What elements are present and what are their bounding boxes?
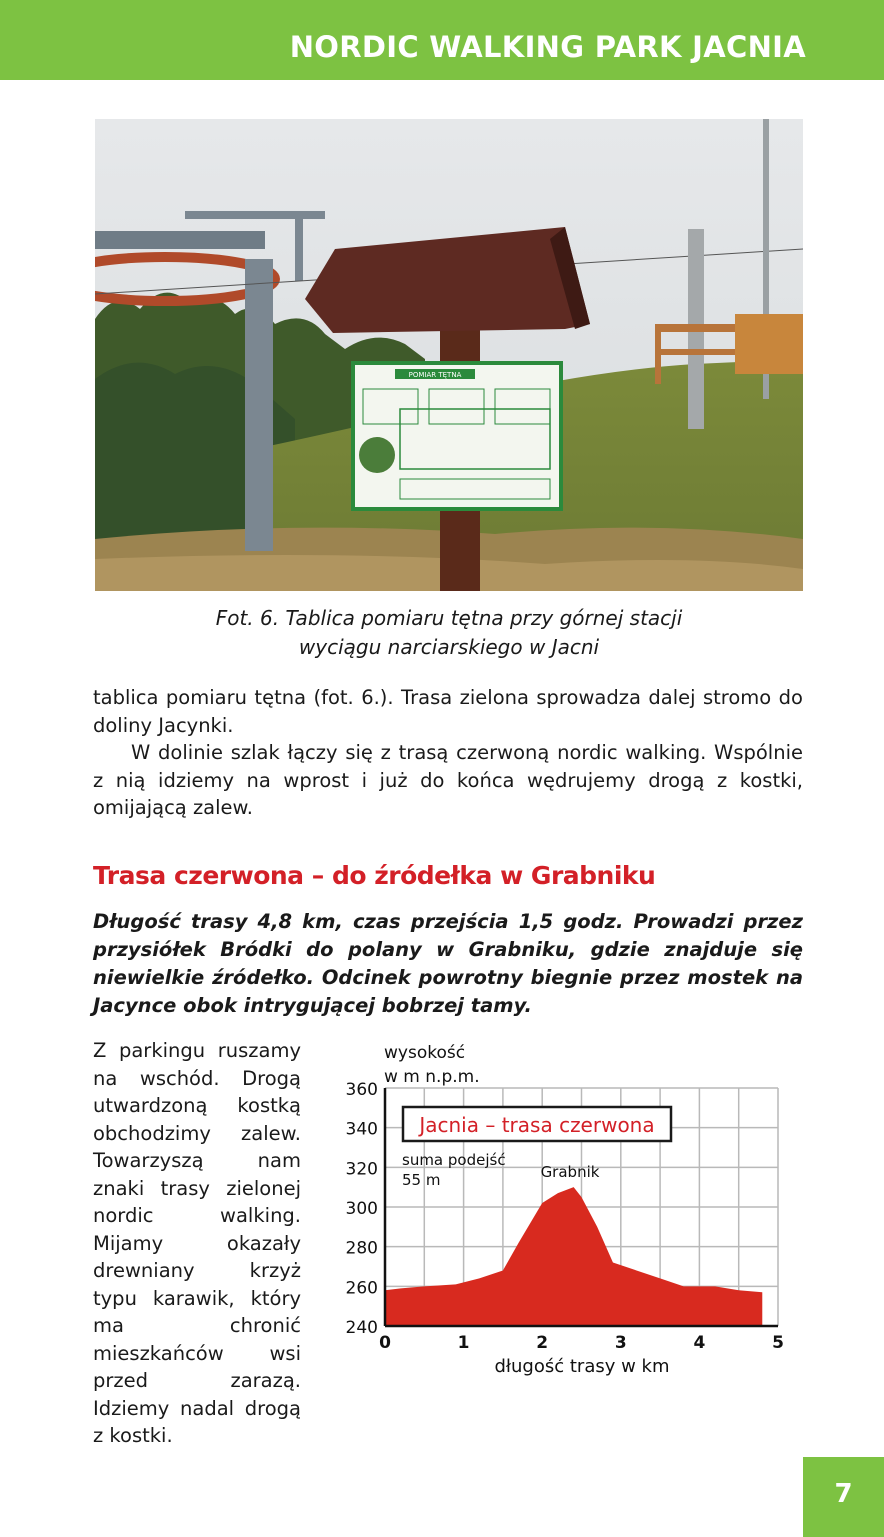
elevation-chart — [316, 1032, 806, 1392]
page-number-box — [803, 1457, 884, 1537]
x-tick-label: 0 — [379, 1333, 391, 1353]
chart-title: Jacnia – trasa czerwona — [419, 1113, 655, 1137]
peak-label: Grabnik — [540, 1163, 600, 1181]
chart-ylabel-line2: w m n.p.m. — [384, 1067, 480, 1087]
section-intro: Długość trasy 4,8 km, czas przejścia 1,5 godz. Prowadzi przez przysiółek Bródki do polany w Grabniku, gdzie znajduje się niewielkie źródełko. Odcinek powrotny biegnie przez mostek na Jacynce obok intrygującej bobrzej tamy. — [93, 910, 803, 1017]
photo-caption — [95, 604, 803, 662]
route-description: Z parkingu ruszamy na wschód. Drogą utwardzoną kostką obchodzimy zalew. Towarzyszą nam znaki trasy zielonej nordic walking. Mijamy okazały drewniany krzyż typu karawik, który ma chronić mieszkańców wsi przed zarazą. Idziemy nadal drogą z kostki. — [93, 1039, 301, 1447]
page-number: 7 — [834, 1479, 853, 1509]
elevation-profile-area — [385, 1187, 762, 1326]
photo-heart-rate-board — [95, 119, 803, 591]
chart-ylabel-line1: wysokość — [384, 1043, 466, 1063]
x-tick-label: 4 — [693, 1333, 706, 1353]
y-tick-label: 320 — [345, 1159, 378, 1180]
y-tick-label: 280 — [345, 1238, 378, 1259]
y-tick-label: 260 — [345, 1278, 378, 1299]
caption-line-1: Fot. 6. Tablica pomiaru tętna przy górnej stacji — [215, 606, 683, 630]
section-title: Trasa czerwona – do źródełka w Grabniku — [93, 861, 656, 890]
sign-title: POMIAR TĘTNA — [408, 371, 462, 379]
x-tick-label: 5 — [772, 1333, 784, 1353]
ascent-label-line2: 55 m — [402, 1171, 441, 1189]
y-tick-label: 360 — [345, 1080, 378, 1100]
ascent-label-line1: suma podejść — [402, 1151, 506, 1169]
page-header — [0, 0, 884, 80]
y-tick-label: 300 — [345, 1199, 378, 1219]
x-tick-label: 2 — [536, 1333, 549, 1353]
header-title: NORDIC WALKING PARK JACNIA — [289, 30, 806, 64]
y-tick-label: 240 — [345, 1318, 378, 1338]
x-tick-label: 3 — [614, 1333, 627, 1353]
body-paragraph-1: tablica pomiaru tętna (fot. 6.). Trasa zielona sprowadza dalej stromo do doliny Jacynki. — [93, 686, 803, 737]
body-paragraph-2: W dolinie szlak łączy się z trasą czerwoną nordic walking. Wspólnie z nią idziemy na wprost i już do końca wędrujemy drogą z kostki, omijającą zalew. — [93, 741, 803, 819]
caption-line-2: wyciągu narciarskiego w Jacni — [298, 635, 600, 659]
y-tick-label: 340 — [345, 1119, 378, 1140]
x-tick-label: 1 — [457, 1333, 470, 1353]
chart-xlabel: długość trasy w km — [494, 1356, 670, 1377]
